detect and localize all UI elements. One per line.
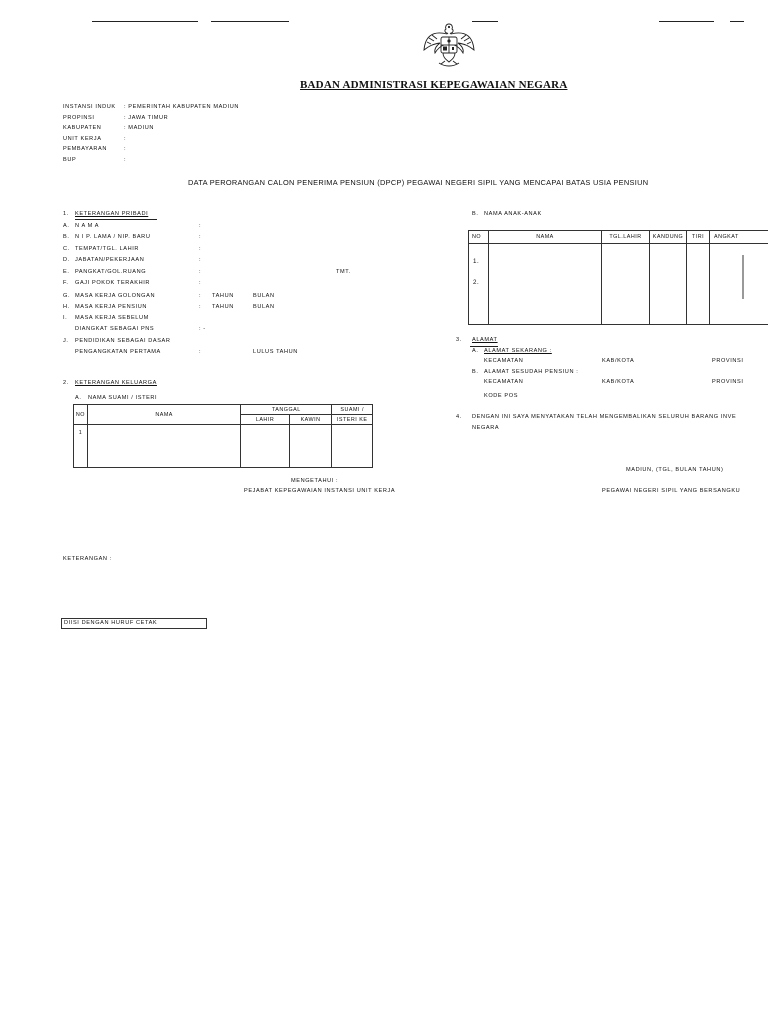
spouse-col-tanggal: TANGGAL: [241, 405, 332, 415]
section1-item-label: MASA KERJA GOLONGAN: [75, 293, 156, 299]
mk-golongan-bulan: BULAN: [253, 293, 275, 299]
section1-item-colon: :: [199, 304, 202, 310]
section1-heading: KETERANGAN PRIBADI: [75, 211, 149, 217]
footer-box: [61, 618, 207, 629]
section1-item-label: PANGKAT/GOL.RUANG: [75, 269, 147, 275]
section1-item-label: JABATAN/PEKERJAAN: [75, 257, 145, 263]
section1-item-label: MASA KERJA SEBELUM: [75, 315, 149, 321]
children-col-kandung: KANDUNG: [650, 231, 687, 244]
signature-left-mengetahui: MENGETAHUI :: [291, 478, 339, 484]
address-a-kecamatan: KECAMATAN: [484, 358, 524, 364]
section3-heading-rule: [470, 346, 498, 347]
top-rule-1: [92, 21, 198, 22]
section4-line2: NEGARA: [472, 425, 500, 431]
children-row-tgl-lahir: [602, 244, 650, 325]
section2-number: 2.: [63, 380, 69, 386]
address-a-kabkota: KAB/KOTA: [602, 358, 635, 364]
document-title: BADAN ADMINISTRASI KEPEGAWAIAN NEGARA: [300, 79, 568, 91]
children-row-angkat: [710, 244, 768, 325]
children-col-tgl-lahir: TGL.LAHIR: [602, 231, 650, 244]
footer-box-label: DIISI DENGAN HURUF CETAK: [64, 620, 158, 626]
spouse-row-nama: [87, 425, 240, 468]
section1-item-key: G.: [63, 293, 71, 299]
section1-item-key: D.: [63, 257, 70, 263]
section1-item-label: TEMPAT/TGL. LAHIR: [75, 246, 140, 252]
section1-item-label: N I P. LAMA / NIP. BARU: [75, 234, 151, 240]
section1-item-key: J.: [63, 338, 69, 344]
section4-line1: DENGAN INI SAYA MENYATAKAN TELAH MENGEMBALIKAN SELURUH BARANG INVE: [472, 414, 737, 420]
header-info-value: :: [124, 135, 127, 142]
children-col-angkat: ANGKAT: [710, 231, 768, 244]
section-b-number: B.: [472, 211, 479, 217]
section-b-heading: NAMA ANAK-ANAK: [484, 211, 542, 217]
children-row-tiri: [687, 244, 710, 325]
section1-item-colon: :: [199, 234, 202, 240]
children-row-kandung: [650, 244, 687, 325]
address-b-key: B.: [472, 369, 479, 375]
section4-number: 4.: [456, 414, 462, 420]
spouse-row-isteri-ke: [332, 425, 373, 468]
section1-item-label: PENGANGKATAN PERTAMA: [75, 349, 161, 355]
section1-heading-rule: [75, 219, 157, 220]
header-info-label: BUP: [63, 156, 77, 163]
section1-item-key: H.: [63, 304, 70, 310]
section2-heading: KETERANGAN KELUARGA: [75, 380, 157, 386]
spouse-row-kawin: [289, 425, 332, 468]
children-row-numbers: [469, 244, 489, 325]
section1-item-key: B.: [63, 234, 70, 240]
address-b-label: ALAMAT SESUDAH PENSIUN :: [484, 369, 579, 375]
section1-number: 1.: [63, 211, 69, 217]
spouse-col-lahir: LAHIR: [241, 415, 289, 425]
signature-right-title: PEGAWAI NEGERI SIPIL YANG BERSANGKU: [602, 488, 741, 494]
address-a-provinsi: PROVINSI: [712, 358, 744, 364]
children-row-1-no: 1.: [473, 258, 480, 265]
top-rule-5: [730, 21, 744, 22]
spouse-col-kawin: KAWIN: [289, 415, 332, 425]
header-info-value: : PEMERINTAH KABUPATEN MADIUN: [124, 104, 239, 110]
spouse-col-suami: SUAMI /: [332, 405, 373, 415]
keterangan-label: KETERANGAN :: [63, 556, 112, 562]
spouse-table: [73, 404, 373, 468]
section1-item-colon: :: [199, 257, 202, 263]
section2-sub-a-key: A.: [75, 395, 82, 401]
spouse-col-no: NO: [74, 405, 88, 425]
address-b-kodepos: KODE POS: [484, 393, 519, 399]
children-row-nama: [489, 244, 602, 325]
lulus-tahun-label: LULUS TAHUN: [253, 349, 298, 355]
section1-item-label: DIANGKAT SEBAGAI PNS: [75, 326, 155, 332]
section1-item-key: F.: [63, 280, 69, 286]
spouse-col-isteri-ke: ISTERI KE: [332, 415, 373, 425]
address-a-key: A.: [472, 348, 479, 354]
section1-item-key: I.: [63, 315, 68, 321]
top-rule-2: [211, 21, 289, 22]
section1-item-label: GAJI POKOK TERAKHIR: [75, 280, 151, 286]
section1-item-colon: :: [199, 280, 202, 286]
mk-pensiun-tahun: TAHUN: [212, 304, 234, 310]
header-info-label: UNIT KERJA: [63, 135, 102, 142]
signature-left-title: PEJABAT KEPEGAWAIAN INSTANSI UNIT KERJA: [244, 488, 396, 494]
spouse-col-nama: NAMA: [87, 405, 240, 425]
section3-heading: ALAMAT: [472, 337, 498, 343]
section1-item-colon: :: [199, 349, 202, 355]
header-info-value: :: [124, 146, 127, 152]
spouse-row-lahir: [241, 425, 289, 468]
children-col-nama: NAMA: [489, 231, 602, 244]
spouse-row-no: 1: [74, 425, 88, 468]
mk-golongan-tahun: TAHUN: [212, 293, 234, 299]
header-info-label: PEMBAYARAN: [63, 146, 108, 152]
children-col-tiri: TIRI: [687, 231, 710, 244]
header-info-label: INSTANSI INDUK: [63, 104, 116, 110]
children-col-no: NO: [469, 231, 489, 244]
section1-item-label: N A M A: [75, 223, 100, 229]
tmt-label: TMT.: [336, 269, 351, 275]
children-table-edge-mark: [742, 255, 744, 299]
mk-pensiun-bulan: BULAN: [253, 304, 275, 310]
address-a-label: ALAMAT SEKARANG :: [484, 348, 552, 354]
section1-item-key: C.: [63, 246, 70, 252]
header-info-label: PROPINSI: [63, 114, 95, 121]
children-table: [468, 230, 768, 325]
children-row-2-no: 2.: [473, 279, 480, 286]
address-b-provinsi: PROVINSI: [712, 379, 744, 385]
header-info-label: KABUPATEN: [63, 125, 102, 131]
section2-sub-a-label: NAMA SUAMI / ISTERI: [88, 395, 158, 401]
garuda-emblem-icon: [421, 20, 477, 68]
top-rule-4: [659, 21, 714, 22]
section1-item-colon: :: [199, 246, 202, 252]
section1-item-label: MASA KERJA PENSIUN: [75, 304, 148, 310]
header-info-value: : JAWA TIMUR: [124, 114, 169, 121]
address-b-kecamatan: KECAMATAN: [484, 379, 524, 385]
section1-item-colon: : -: [199, 326, 206, 332]
section1-item-key: E.: [63, 269, 70, 275]
header-info-value: :: [124, 156, 127, 163]
address-b-kabkota: KAB/KOTA: [602, 379, 635, 385]
section3-number: 3.: [456, 337, 462, 343]
document-subtitle: DATA PERORANGAN CALON PENERIMA PENSIUN (DPCP) PEGAWAI NEGERI SIPIL YANG MENCAPAI BATAS USIA PENSIUN: [188, 178, 649, 187]
section1-item-label: PENDIDIKAN SEBAGAI DASAR: [75, 338, 171, 344]
section1-item-colon: :: [199, 269, 202, 275]
section1-item-colon: :: [199, 223, 202, 229]
header-info-value: : MADIUN: [124, 125, 154, 131]
section1-item-key: A.: [63, 223, 70, 229]
signature-right-date: MADIUN, (TGL, BULAN TAHUN): [626, 467, 724, 473]
section1-item-colon: :: [199, 293, 202, 299]
